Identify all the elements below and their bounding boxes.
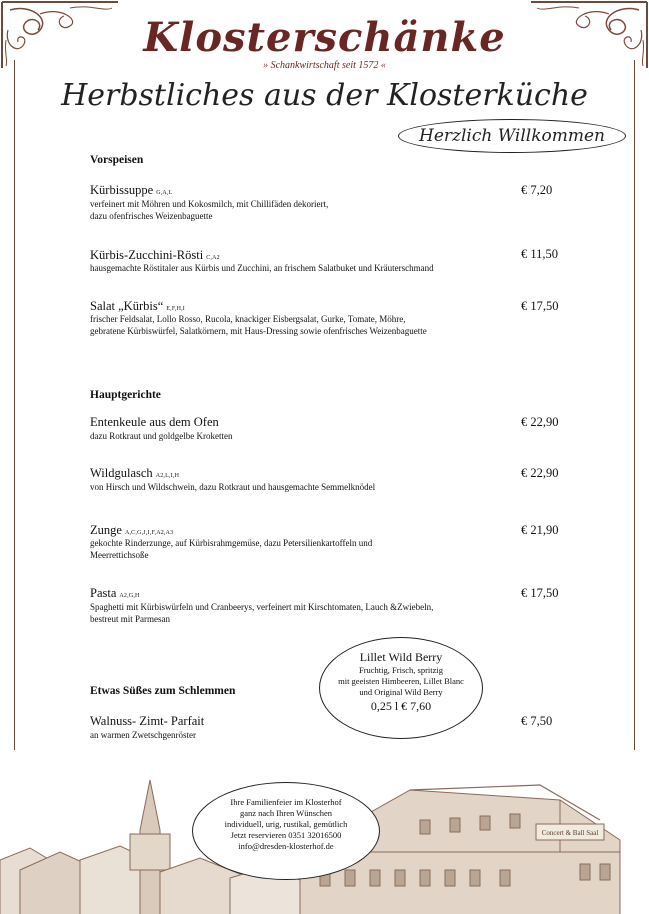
menu-item-description: verfeinert mit Möhren und Kokosmilch, mit Chillifäden dekoriert, dazu ofenfrisches Weizenbaguette — [90, 199, 329, 221]
menu-item-name: Walnuss- Zimt- Parfait — [90, 714, 205, 728]
brand-title: Klosterschänke — [143, 14, 506, 61]
section-title-desserts: Etwas Süßes zum Schlemmen — [90, 685, 236, 697]
allergen-codes: C,A2 — [206, 255, 220, 261]
menu-item-name: Kürbissuppe G,A,L — [90, 183, 173, 197]
menu-item-name: Entenkeule aus dem Ofen — [90, 415, 219, 429]
allergen-codes: A2,G,H — [119, 593, 140, 599]
menu-item-price: € 21,90 — [521, 523, 559, 537]
drink-special-badge — [319, 637, 483, 739]
menu-item-description: an warmen Zwetschgenröster — [90, 730, 196, 740]
brand-tagline: » Schankwirtschaft seit 1572 « — [263, 60, 386, 71]
drink-title: Lillet Wild Berry — [359, 650, 443, 664]
menu-item-description: Spaghetti mit Kürbiswürfeln und Cranbeerys, verfeinert mit Kirschtomaten, Lauch &Zwiebeln, bestreut mit Parmesan — [90, 602, 434, 624]
menu-item-price: € 17,50 — [521, 586, 559, 600]
section-title-mains: Hauptgerichte — [90, 389, 161, 401]
family-celebration-promo — [192, 782, 380, 880]
menu-item-price: € 7,20 — [521, 183, 553, 197]
menu-item-price: € 11,50 — [521, 247, 559, 261]
drink-price: 0,25 l € 7,60 — [370, 699, 432, 713]
menu-item-price: € 22,90 — [521, 466, 559, 480]
promo-email[interactable]: info@dresden-klosterhof.de — [238, 841, 334, 851]
welcome-badge: Herzlich Willkommen — [398, 119, 626, 153]
allergen-codes: A,C,G,J,I,F,A2,A3 — [124, 530, 174, 536]
promo-line: individuell, urig, rustikal, gemütlich — [224, 819, 348, 829]
menu-item-name: Pasta A2,G,H — [90, 586, 140, 600]
menu-item-description: frischer Feldsalat, Lollo Rosso, Rucola, knackiger Eisbergsalat, Gurke, Tomate, Möhre, gebratene Kürbiswürfel, Salatkörnern, mit Haus-Dressing sowie ofenfrisches Weizenbaguette — [90, 314, 427, 336]
menu-item-name: Kürbis-Zucchini-Rösti C,A2 — [90, 248, 220, 262]
menu-item-name: Zunge A,C,G,J,I,F,A2,A3 — [90, 523, 174, 537]
menu-item-description: hausgemachte Röstitaler aus Kürbis und Zucchini, an frischem Salatbuket und Kräuterschmand — [90, 263, 434, 273]
menu-headline: Herbstliches aus der Klosterküche — [61, 78, 588, 113]
allergen-codes: A2,L,I,H — [155, 473, 180, 479]
left-border-line — [14, 60, 15, 750]
allergen-codes: E,F,H,I — [166, 306, 186, 312]
hall-sign-text: Concert & Ball Saal — [541, 829, 599, 837]
menu-item-description: gekochte Rinderzunge, auf Kürbisrahmgemüse, dazu Petersilienkartoffeln und Meerrettichsoße — [90, 538, 373, 560]
menu-item-description: von Hirsch und Wildschwein, dazu Rotkraut und hausgemachte Semmelknödel — [90, 482, 376, 492]
right-border-line — [634, 60, 635, 750]
menu-item-price: € 22,90 — [521, 415, 559, 429]
promo-line: Ihre Familienfeier im Klosterhof — [230, 797, 342, 807]
menu-item-price: € 7,50 — [521, 714, 553, 728]
promo-phone: Jetzt reservieren 0351 32016500 — [230, 830, 342, 840]
section-title-starters: Vorspeisen — [90, 154, 144, 166]
menu-item-name: Salat „Kürbis“ E,F,H,I — [90, 299, 186, 313]
allergen-codes: G,A,L — [156, 190, 173, 196]
promo-line: ganz nach Ihren Wünschen — [239, 808, 333, 818]
menu-item-price: € 17,50 — [521, 299, 559, 313]
menu-item-name: Wildgulasch A2,L,I,H — [90, 466, 180, 480]
menu-item-description: dazu Rotkraut und goldgelbe Kroketten — [90, 431, 233, 441]
drink-description: Fruchtig, Frisch, spritzig mit geeisten Himbeeren, Lillet Blanc und Original Wild Berry — [338, 665, 464, 697]
